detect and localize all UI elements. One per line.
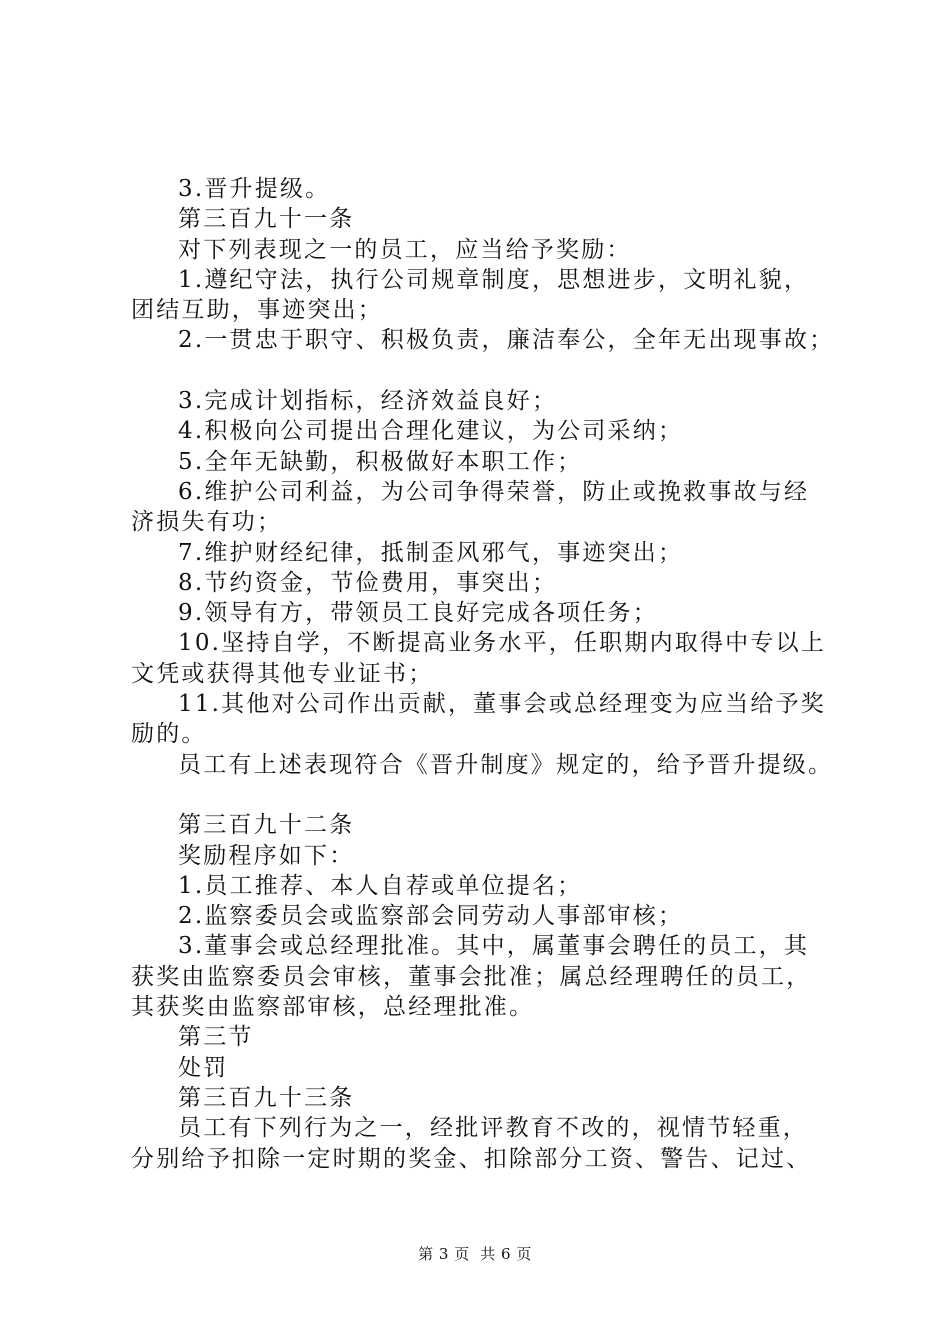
- text-line: 4.积极向公司提出合理化建议，为公司采纳；: [178, 418, 684, 445]
- text-line: 员工有上述表现符合《晋升制度》规定的，给予晋升提级。: [178, 751, 834, 778]
- text-line: 11.其他对公司作出贡献，董事会或总经理变为应当给予奖: [178, 691, 826, 718]
- page-footer: 第 3 页 共 6 页: [418, 1245, 532, 1263]
- text-line: 励的。: [131, 721, 207, 748]
- text-line: 1.遵纪守法，执行公司规章制度，思想进步，文明礼貌，: [178, 266, 810, 293]
- text-line: 员工有下列行为之一，经批评教育不改的，视情节轻重，: [178, 1115, 808, 1142]
- text-line: 济损失有功；: [131, 509, 283, 536]
- text-line: 第三百九十二条: [178, 812, 355, 839]
- document-body: [131, 174, 843, 1174]
- text-line: 2.一贯忠于职守、积极负责，廉洁奉公，全年无出现事故；: [178, 327, 835, 354]
- text-line: 10.坚持自学，不断提高业务水平，任职期内取得中专以上: [178, 630, 826, 657]
- text-line: 第三百九十三条: [178, 1084, 355, 1111]
- text-line: 第三百九十一条: [178, 206, 355, 233]
- text-line: 对下列表现之一的员工，应当给予奖励：: [178, 236, 632, 263]
- blank-line: [131, 780, 843, 810]
- text-line: 6.维护公司利益，为公司争得荣誉，防止或挽救事故与经: [178, 478, 810, 505]
- text-line: 团结互助，事迹突出；: [131, 297, 383, 324]
- text-line: 3.晋升提级。: [178, 176, 331, 202]
- text-line: 3.完成计划指标，经济效益良好；: [178, 388, 558, 415]
- text-line: 9.领导有方，带领员工良好完成各项任务；: [178, 600, 658, 627]
- text-line: 分别给予扣除一定时期的奖金、扣除部分工资、警告、记过、: [131, 1145, 812, 1172]
- text-line: 1.员工推荐、本人自荐或单位提名；: [178, 872, 583, 899]
- text-line: 奖励程序如下：: [178, 842, 355, 869]
- blank-line: [131, 356, 843, 386]
- text-line: 5.全年无缺勤，积极做好本职工作；: [178, 448, 583, 475]
- text-line: 获奖由监察委员会审核，董事会批准；属总经理聘任的员工，: [131, 963, 812, 990]
- text-line: 7.维护财经纪律，抵制歪风邪气，事迹突出；: [178, 539, 684, 566]
- text-line: 其获奖由监察部审核，总经理批准。: [131, 994, 535, 1021]
- text-line: 8.节约资金，节俭费用，事突出；: [178, 569, 558, 596]
- text-line: 2.监察委员会或监察部会同劳动人事部审核；: [178, 903, 684, 930]
- text-line: 3.董事会或总经理批准。其中，属董事会聘任的员工，其: [178, 933, 810, 960]
- text-line: 处罚: [178, 1054, 229, 1081]
- text-line: 第三节: [178, 1024, 254, 1051]
- text-line: 文凭或获得其他专业证书；: [131, 660, 434, 687]
